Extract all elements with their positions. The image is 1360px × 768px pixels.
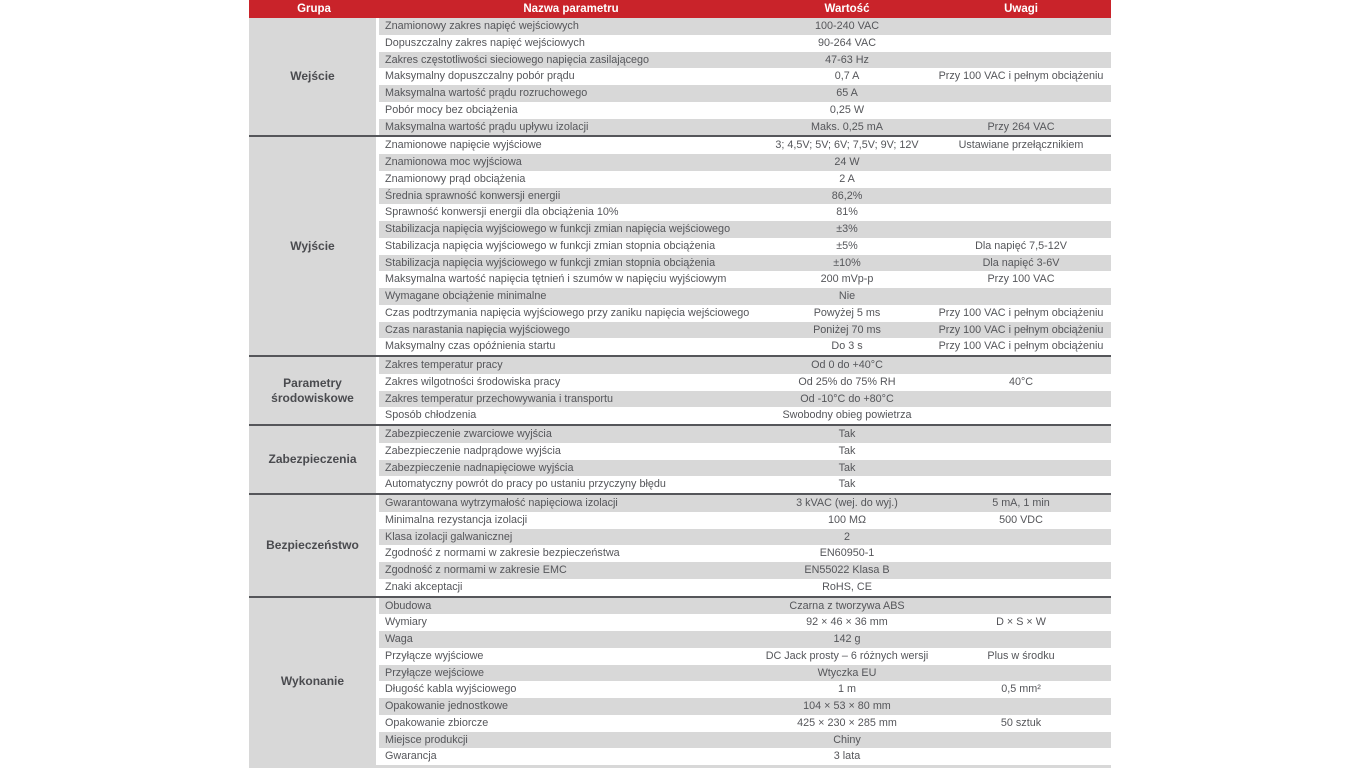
param-name: Zakres temperatur pracy xyxy=(385,359,503,371)
param-value: 65 A xyxy=(836,87,858,99)
param-name: Znamionowa moc wyjściowa xyxy=(385,156,522,168)
table-row xyxy=(379,188,1111,205)
param-name: Dopuszczalny zakres napięć wejściowych xyxy=(385,36,585,49)
param-note: Przy 100 VAC xyxy=(987,273,1055,286)
param-value: 92 × 46 × 36 mm xyxy=(806,616,888,629)
param-note: 40°C xyxy=(1008,375,1034,388)
param-value: Tak xyxy=(838,428,856,440)
param-name: Miejsce produkcji xyxy=(385,733,468,746)
param-name: Zakres wilgotności środowiska pracy xyxy=(385,375,561,388)
param-value: Wtyczka EU xyxy=(817,666,877,679)
param-note: Dla napięć 7,5-12V xyxy=(975,239,1067,252)
param-name: Stabilizacja napięcia wyjściowego w funkcji zmian stopnia obciążenia xyxy=(385,239,716,252)
table-row xyxy=(379,305,1111,322)
param-name: Gwarantowana wytrzymałość napięciowa izolacji xyxy=(385,497,618,509)
table-row xyxy=(379,238,1111,255)
param-name: Klasa izolacji galwanicznej xyxy=(385,530,513,543)
param-name: Maksymalny czas opóźnienia startu xyxy=(385,340,556,353)
param-value: 142 g xyxy=(833,633,861,645)
param-value: Tak xyxy=(838,478,856,491)
table-row xyxy=(379,18,1111,35)
table-row xyxy=(379,35,1111,52)
param-value: Nie xyxy=(838,290,856,302)
table-row xyxy=(379,288,1111,305)
param-name: Znamionowy prąd obciążenia xyxy=(385,172,526,185)
table-row xyxy=(379,154,1111,171)
group-label: Wykonanie xyxy=(249,598,379,766)
param-value: ±5% xyxy=(836,239,858,252)
param-name: Opakowanie zbiorcze xyxy=(385,716,489,729)
param-name: Wymagane obciążenie minimalne xyxy=(385,290,547,302)
param-note: Przy 100 VAC i pełnym obciążeniu xyxy=(938,306,1104,319)
table-row xyxy=(379,391,1111,408)
table-row xyxy=(379,137,1111,154)
table-row xyxy=(379,443,1111,460)
param-name: Obudowa xyxy=(385,599,432,612)
table-row xyxy=(379,119,1111,136)
table-row xyxy=(379,631,1111,648)
param-name: Wymiary xyxy=(385,616,427,629)
param-name: Sposób chłodzenia xyxy=(385,409,477,422)
param-name: Zgodność z normami w zakresie EMC xyxy=(385,564,567,576)
table-row xyxy=(379,562,1111,579)
table-section xyxy=(249,18,1111,135)
param-note: 500 VDC xyxy=(999,513,1043,526)
table-row xyxy=(379,255,1111,272)
table-row xyxy=(379,68,1111,85)
param-name: Zakres temperatur przechowywania i transportu xyxy=(385,392,614,405)
param-name: Znaki akceptacji xyxy=(385,580,463,593)
table-row xyxy=(379,648,1111,665)
section-rows xyxy=(379,426,1111,493)
column-header-uwagi: Uwagi xyxy=(1004,3,1038,15)
param-note: 5 mA, 1 min xyxy=(992,497,1050,509)
param-note: Dla napięć 3-6V xyxy=(982,256,1060,269)
table-row xyxy=(379,545,1111,562)
param-name: Waga xyxy=(385,633,413,645)
param-value: Poniżej 70 ms xyxy=(813,323,881,336)
param-value: EN55022 Klasa B xyxy=(804,564,890,576)
param-value: ±3% xyxy=(836,223,858,235)
param-name: Zabezpieczenie zwarciowe wyjścia xyxy=(385,428,552,440)
param-value: Od 25% do 75% RH xyxy=(798,375,896,388)
table-row xyxy=(379,102,1111,119)
param-name: Maksymalna wartość napięcia tętnień i szumów w napięciu wyjściowym xyxy=(385,273,727,286)
table-row xyxy=(379,271,1111,288)
table-row xyxy=(379,715,1111,732)
table-row xyxy=(379,338,1111,355)
param-note: Przy 100 VAC i pełnym obciążeniu xyxy=(938,70,1104,83)
param-name: Zabezpieczenie nadnapięciowe wyjścia xyxy=(385,461,574,474)
section-rows xyxy=(379,18,1111,135)
param-name: Opakowanie jednostkowe xyxy=(385,700,509,712)
param-name: Stabilizacja napięcia wyjściowego w funkcji zmian napięcia wejściowego xyxy=(385,223,731,235)
table-section xyxy=(249,424,1111,493)
table-section xyxy=(249,355,1111,424)
param-value: Maks. 0,25 mA xyxy=(810,120,883,133)
group-label: Parametry środowiskowe xyxy=(249,357,379,424)
table-section xyxy=(249,135,1111,355)
table-row xyxy=(379,322,1111,339)
param-value: EN60950-1 xyxy=(819,547,875,560)
param-value: 86,2% xyxy=(831,189,863,202)
param-name: Przyłącze wejściowe xyxy=(385,666,485,679)
param-name: Stabilizacja napięcia wyjściowego w funkcji zmian stopnia obciążenia xyxy=(385,256,716,269)
param-value: 100-240 VAC xyxy=(814,20,880,32)
table-row xyxy=(379,698,1111,715)
table-row xyxy=(379,426,1111,443)
table-row xyxy=(379,357,1111,374)
param-name: Znamionowy zakres napięć wejściowych xyxy=(385,20,579,32)
table-section xyxy=(249,493,1111,596)
table-row xyxy=(379,171,1111,188)
table-row xyxy=(379,665,1111,682)
table-row xyxy=(379,374,1111,391)
param-note: Przy 100 VAC i pełnym obciążeniu xyxy=(938,323,1104,336)
param-value: 24 W xyxy=(834,156,860,168)
param-name: Znamionowe napięcie wyjściowe xyxy=(385,139,542,152)
group-label: Wyjście xyxy=(249,137,379,355)
param-value: 47-63 Hz xyxy=(825,53,869,66)
param-value: 3; 4,5V; 5V; 6V; 7,5V; 9V; 12V xyxy=(775,139,919,152)
param-name: Zabezpieczenie nadprądowe wyjścia xyxy=(385,444,561,457)
group-label: Wejście xyxy=(249,18,379,135)
param-value: Tak xyxy=(838,444,856,457)
param-value: Chiny xyxy=(833,733,861,746)
table-row xyxy=(379,85,1111,102)
param-value: Powyżej 5 ms xyxy=(813,306,881,319)
param-value: 3 kVAC (wej. do wyj.) xyxy=(796,497,898,509)
param-note: D × S × W xyxy=(996,616,1046,629)
section-rows xyxy=(379,137,1111,355)
table-header xyxy=(249,0,1111,18)
param-name: Pobór mocy bez obciążenia xyxy=(385,103,518,116)
table-row xyxy=(379,579,1111,596)
section-rows xyxy=(379,495,1111,596)
param-value: DC Jack prosty – 6 różnych wersji xyxy=(765,649,929,662)
table-row xyxy=(379,598,1111,615)
group-label: Bezpieczeństwo xyxy=(249,495,379,596)
param-value: 3 lata xyxy=(833,750,861,763)
param-value: 0,7 A xyxy=(834,70,860,83)
param-value: 90-264 VAC xyxy=(817,36,877,49)
param-name: Czas narastania napięcia wyjściowego xyxy=(385,323,570,336)
table-row xyxy=(379,476,1111,493)
table-row xyxy=(379,495,1111,512)
param-note: 0,5 mm² xyxy=(1001,683,1041,696)
param-value: Od -10°C do +80°C xyxy=(800,392,894,405)
param-note: 50 sztuk xyxy=(1000,716,1042,729)
table-row xyxy=(379,460,1111,477)
param-note: Przy 100 VAC i pełnym obciążeniu xyxy=(938,340,1104,353)
param-value: 2 A xyxy=(839,172,855,185)
table-section xyxy=(249,596,1111,766)
table-row xyxy=(379,52,1111,69)
param-value: 2 xyxy=(843,530,850,543)
param-name: Czas podtrzymania napięcia wyjściowego przy zaniku napięcia wejściowego xyxy=(385,306,750,319)
column-header-nazwa-parametru: Nazwa parametru xyxy=(523,3,619,15)
param-value: 200 mVp-p xyxy=(820,273,874,286)
param-value: Do 3 s xyxy=(831,340,863,353)
param-value: 1 m xyxy=(838,683,856,696)
group-label: Zabezpieczenia xyxy=(249,426,379,493)
column-header-wartosc: Wartość xyxy=(824,3,870,15)
table-row xyxy=(379,681,1111,698)
param-name: Automatyczny powrót do pracy po ustaniu przyczyny błędu xyxy=(385,478,666,491)
table-row xyxy=(379,512,1111,529)
param-name: Zakres częstotliwości sieciowego napięcia zasilającego xyxy=(385,53,650,66)
table-row xyxy=(379,221,1111,238)
param-value: Czarna z tworzywa ABS xyxy=(789,599,905,612)
table-row xyxy=(379,407,1111,424)
param-name: Przyłącze wyjściowe xyxy=(385,649,484,662)
param-note: Plus w środku xyxy=(987,649,1055,662)
table-row xyxy=(379,748,1111,765)
param-value: 81% xyxy=(836,206,858,219)
table-body xyxy=(249,18,1111,765)
param-value: Od 0 do +40°C xyxy=(811,359,883,371)
param-value: 100 MΩ xyxy=(827,513,867,526)
param-note: Przy 264 VAC xyxy=(987,120,1055,133)
table-row xyxy=(379,204,1111,221)
param-name: Maksymalny dopuszczalny pobór prądu xyxy=(385,70,575,83)
param-value: 104 × 53 × 80 mm xyxy=(803,700,891,712)
param-value: ±10% xyxy=(833,256,861,269)
section-rows xyxy=(379,598,1111,766)
param-name: Sprawność konwersji energii dla obciążenia 10% xyxy=(385,206,619,219)
param-value: Tak xyxy=(838,461,856,474)
param-value: RoHS, CE xyxy=(822,580,872,593)
param-name: Zgodność z normami w zakresie bezpieczeństwa xyxy=(385,547,620,560)
param-name: Gwarancja xyxy=(385,750,437,763)
param-value: Swobodny obieg powietrza xyxy=(782,409,912,422)
column-header-grupa: Grupa xyxy=(297,3,331,15)
param-name: Maksymalna wartość prądu rozruchowego xyxy=(385,87,588,99)
table-row xyxy=(379,732,1111,749)
param-name: Maksymalna wartość prądu upływu izolacji xyxy=(385,120,589,133)
param-name: Średnia sprawność konwersji energii xyxy=(385,189,561,202)
param-note: Ustawiane przełącznikiem xyxy=(958,139,1084,152)
table-row xyxy=(379,529,1111,546)
param-value: 0,25 W xyxy=(829,103,865,116)
param-name: Długość kabla wyjściowego xyxy=(385,683,517,696)
table-row xyxy=(379,614,1111,631)
section-rows xyxy=(379,357,1111,424)
param-name: Minimalna rezystancja izolacji xyxy=(385,513,528,526)
param-value: 425 × 230 × 285 mm xyxy=(797,716,897,729)
spec-table xyxy=(249,0,1111,768)
